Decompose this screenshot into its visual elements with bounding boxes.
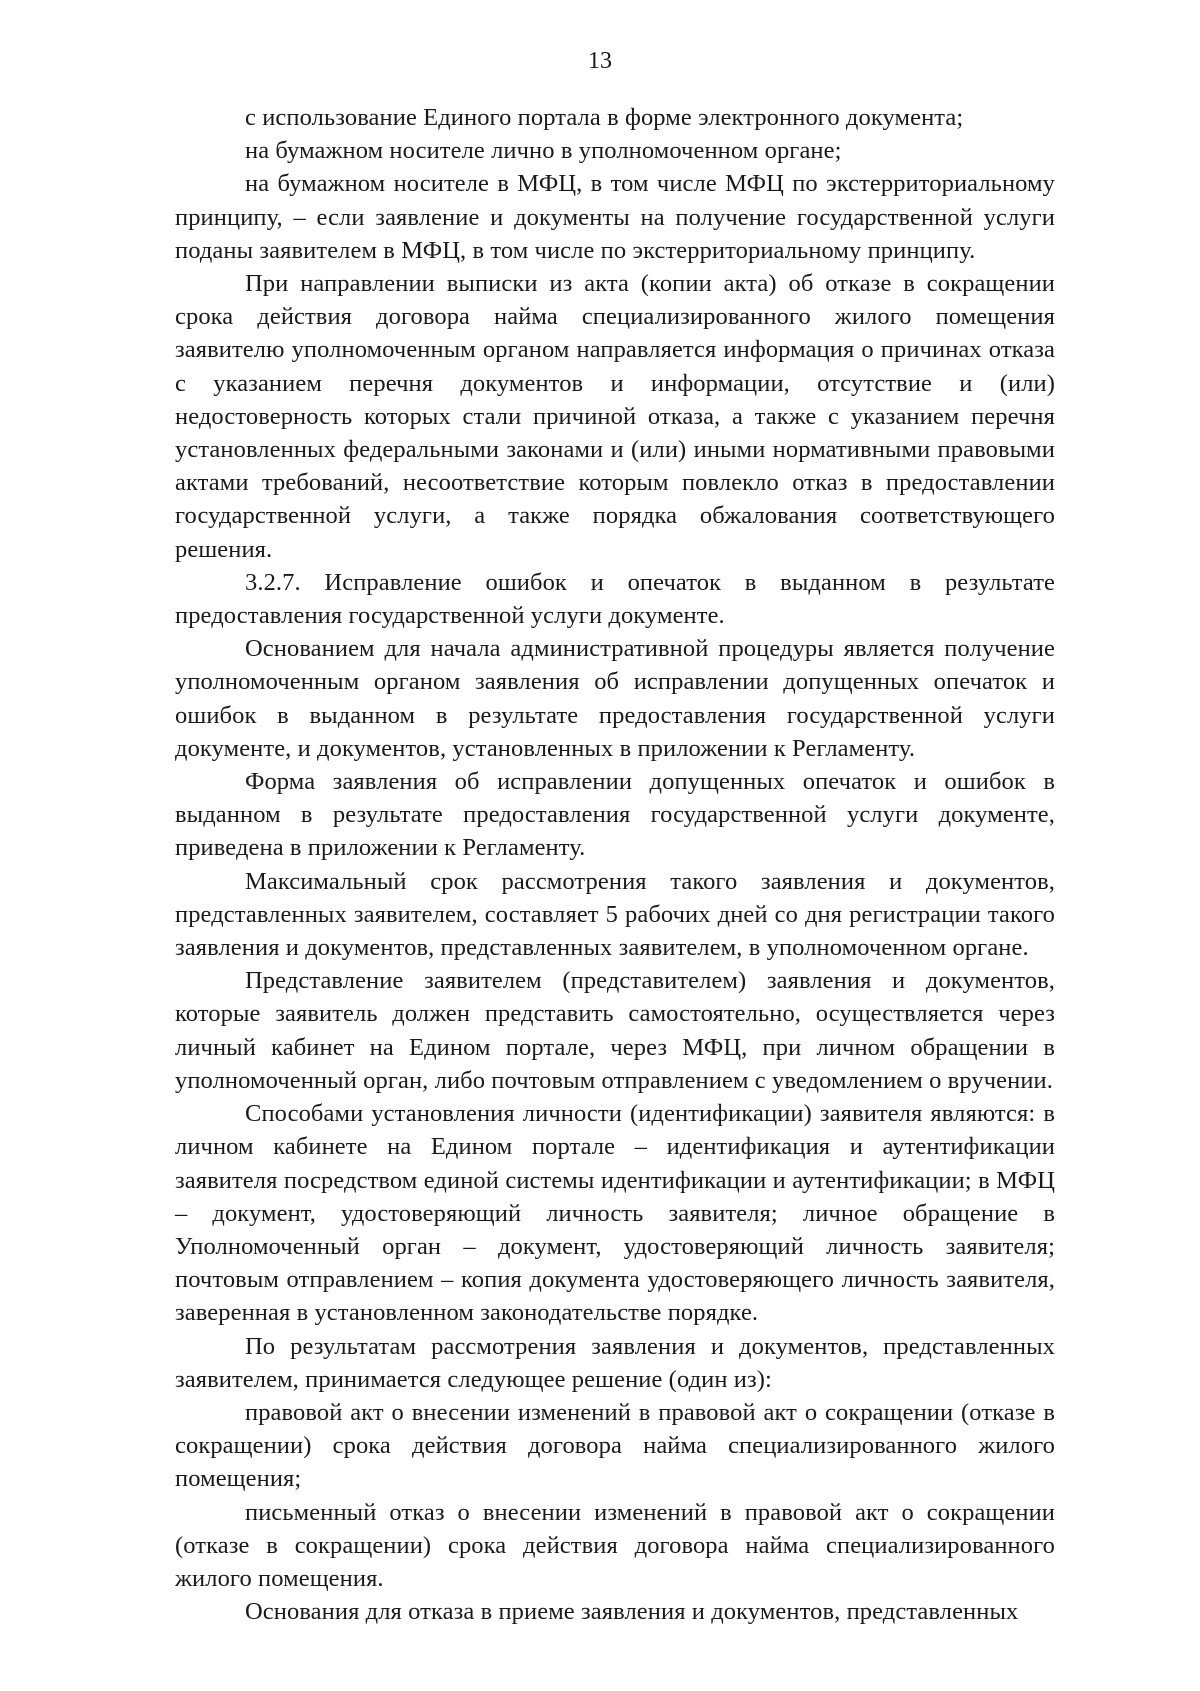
paragraph: с использование Единого портала в форме электронного документа; [245, 104, 964, 131]
paragraph: При направлении выписки из акта (копии акта) об отказе в сокращении срока действия договора найма специализированного жилого помещения заявителю уполномоченным органом направляется информация о причинах отказа с указанием перечня документов и информации, отсутствие и (или) недостоверность которых стали причиной отказа, а также с указанием перечня установленных федеральными законами и (или) иными нормативными правовыми актами требований, несоответствие которым повлекло отказ в предоставлении государственной услуги, а также порядка обжалования соответствующего решения. [175, 270, 1055, 563]
page-number: 13 [588, 48, 612, 74]
paragraph: на бумажном носителе лично в уполномоченном органе; [245, 137, 842, 165]
paragraph: Основанием для начала административной процедуры является получение уполномоченным органом заявления об исправлении допущенных опечаток и ошибок в выданном в результате предоставления государственной услуги документе, и документов, установленных в приложении к Регламенту. [175, 635, 1055, 762]
section-heading: 3.2.7. Исправление ошибок и опечаток в выданном в результате предоставления государственной услуги документе. [175, 568, 1055, 630]
paragraph: на бумажном носителе в МФЦ, в том числе МФЦ по экстерриториальному принципу, – если заявление и документы на получение государственной услуги поданы заявителем в МФЦ, в том числе по экстерриториальному принципу. [175, 170, 1055, 264]
document-body [175, 101, 1055, 1628]
paragraph: Максимальный срок рассмотрения такого заявления и документов, представленных заявителем, составляет 5 рабочих дней со дня регистрации такого заявления и документов, представленных заявителем, в уполномоченном органе. [175, 867, 1055, 962]
paragraph: правовой акт о внесении изменений в правовой акт о сокращении (отказе в сокращении) срока действия договора найма специализированного жилого помещения; [175, 1398, 1055, 1493]
paragraph: По результатам рассмотрения заявления и документов, представленных заявителем, принимается следующее решение (один из): [175, 1332, 1055, 1393]
paragraph: Форма заявления об исправлении допущенных опечаток и ошибок в выданном в результате предоставления государственной услуги документе, приведена в приложении к Регламенту. [175, 768, 1055, 862]
paragraph: письменный отказ о внесении изменений в правовой акт о сокращении (отказе в сокращении) срока действия договора найма специализированного жилого помещения. [175, 1498, 1055, 1592]
paragraph: Основания для отказа в приеме заявления и документов, представленных [245, 1598, 1019, 1626]
paragraph: Представление заявителем (представителем) заявления и документов, которые заявитель должен представить самостоятельно, осуществляется через личный кабинет на Едином портале, через МФЦ, при личном обращении в уполномоченный орган, либо почтовым отправлением с уведомлением о вручении. [175, 967, 1055, 1094]
paragraph: Способами установления личности (идентификации) заявителя являются: в личном кабинете на Едином портале – идентификация и аутентификации заявителя посредством единой системы идентификации и аутентификации; в МФЦ – документ, удостоверяющий личность заявителя; личное обращение в Уполномоченный орган – документ, удостоверяющий личность заявителя; почтовым отправлением – копия документа удостоверяющего личность заявителя, заверенная в установленном законодательстве порядке. [175, 1100, 1055, 1327]
